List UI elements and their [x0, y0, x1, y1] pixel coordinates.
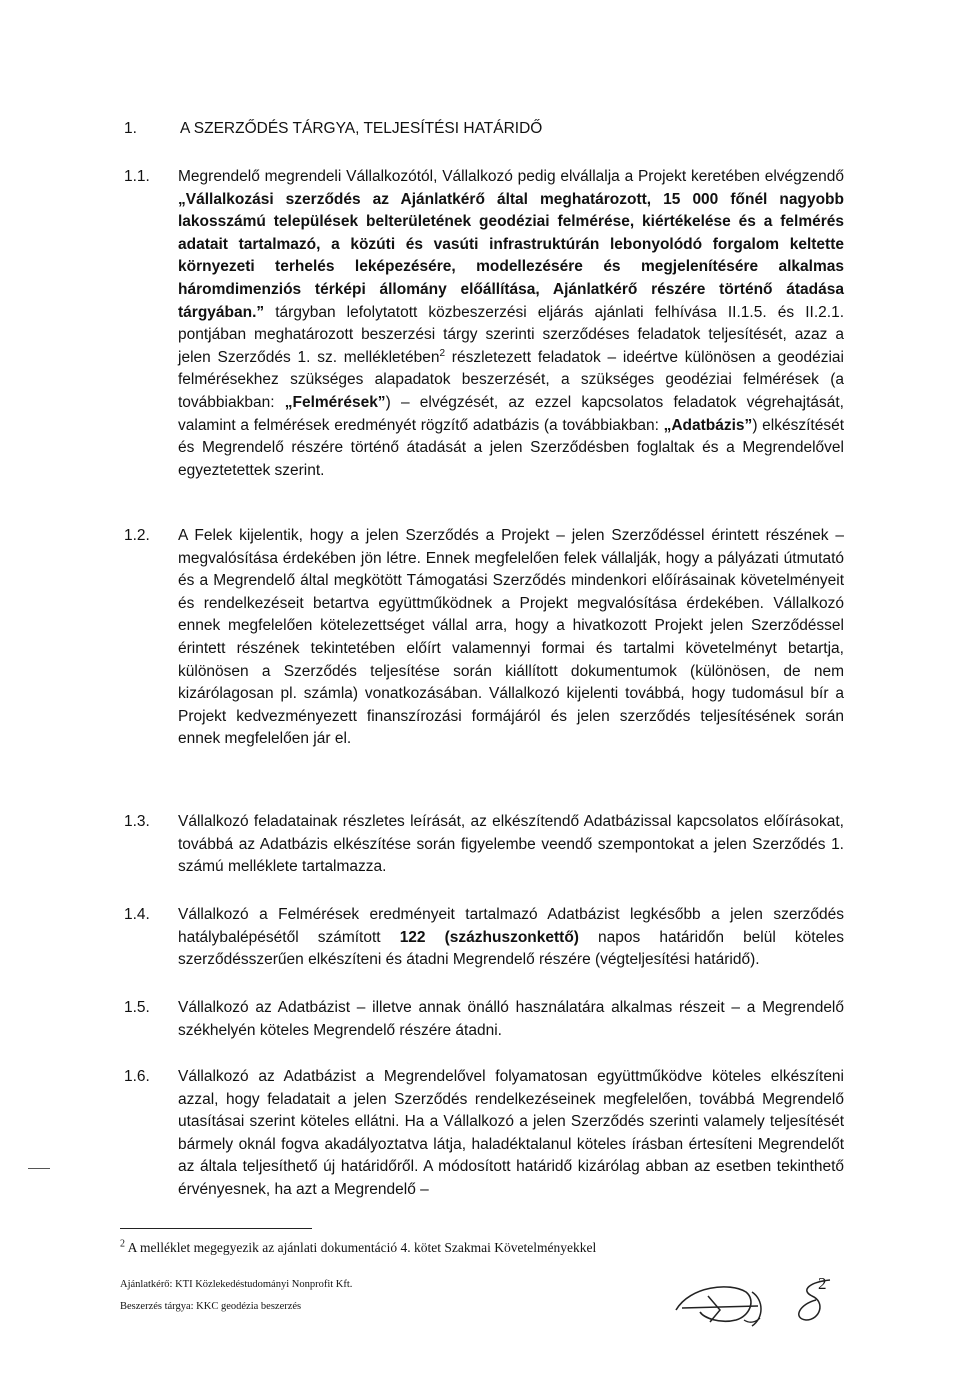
text-run: A Felek kijelentik, hogy a jelen Szerződés a Projekt – jelen Szerződéssel érintett részének – megvalósítása érdekében jön létre. Ennek megfelelően felek vállalják, hogy a pályázati útmutató és a Megrendelő által megkötött Támogatási Szerződés mindenkori előírásainak követelményeit és rendelkezéseit betartva együttműködnek a Projekt megvalósítása érdekében. Vállalkozó ennek megfelelően kötelezettséget vállal arra, hogy a hivatkozott Projekt jelen Szerződéssel érintett részének tekintetében előírt valamennyi formai és tartalmi követelményt betartja, különösen a Szerződés teljesítése során kiállított dokumentumok (különösen, de nem kizárólagosan pl. számla) vonatkozásában. Vállalkozó kijelenti továbbá, hogy tudomásul bír a Projekt kedvezményezett finanszírozási formájáról és jelen szerződés teljesítésének során ennek megfelelően jár el.	[178, 527, 844, 748]
text-run: Vállalkozó feladatainak részletes leírását, az elkészítendő Adatbázissal kapcsolatos előírásokat, továbbá az Adatbázis elkészítése során figyelembe veendő szempontokat a jelen Szerződés 1. számú melléklete tartalmazza.	[178, 813, 844, 876]
clause-1-4	[124, 904, 844, 972]
text-run: részletezett feladatok – ideértve különösen a geodéziai felmérésekhez szükséges alapadatok beszerzését, a szükséges geodéziai felmérések (a továbbiakban:	[178, 348, 844, 411]
clause-text	[178, 811, 844, 879]
clause-number: 1.5.	[124, 999, 150, 1016]
text-run: ) elkészítését és Megrendelő részére történő átadását a jelen Szerződésben foglaltak és a Megrendelővel egyeztetettek szerint.	[178, 416, 845, 479]
text-run: tárgyban lefolytatott közbeszerzési eljárás ajánlati felhívása II.1.5. és II.2.1. pontjában meghatározott beszerzési tárgy szerinti szerződéses feladatok teljesítését, azaz a jelen Szerződés 1. sz. mellékletében	[178, 303, 844, 366]
text-run: ) – elvégzését, az ezzel kapcsolatos feladatok végrehajtását, valamint a felmérések eredményét rögzítő adatbázis (a továbbiakban:	[178, 393, 844, 434]
clause-number: 1.1.	[124, 168, 150, 185]
clause-number: 1.2.	[124, 527, 150, 544]
section-heading	[124, 120, 542, 138]
page-number: 2	[818, 1274, 827, 1293]
margin-mark	[28, 1168, 50, 1169]
footer-procurement-subject: Beszerzés tárgya: KKC geodézia beszerzés	[120, 1301, 302, 1312]
bold-text: 122 (százhuszonkettő)	[399, 928, 579, 946]
text-run: napos határidőn belül köteles szerződésszerűen elkészíteni és átadni Megrendelő részére (végteljesítési határidő).	[178, 928, 844, 969]
heading-number: 1.	[124, 120, 137, 137]
clause-1-5	[124, 997, 844, 1042]
footer-contracting-authority: Ajánlatkérő: KTI Közlekedéstudományi Nonprofit Kft.	[120, 1279, 353, 1290]
clause-1-2	[124, 525, 844, 751]
text-run: Megrendelő megrendeli Vállalkozótól, Vállalkozó pedig elvállalja a Projekt keretében elvégzendő	[178, 168, 844, 185]
clause-text	[178, 1066, 844, 1202]
bold-text: „Felmérések”	[284, 393, 386, 411]
text-run: Vállalkozó a Felmérések eredményeit tartalmazó Adatbázist legkésőbb a jelen szerződés hatálybalépésétől számított	[178, 906, 844, 946]
clause-number: 1.4.	[124, 906, 150, 923]
heading-title: A SZERZŐDÉS TÁRGYA, TELJESÍTÉSI HATÁRIDŐ	[180, 120, 543, 137]
footnote-reference: 2	[439, 347, 446, 359]
clause-number: 1.6.	[124, 1068, 150, 1085]
footnote-divider	[120, 1228, 312, 1229]
footnote	[120, 1240, 596, 1256]
clause-1-3	[124, 811, 844, 879]
clause-text	[178, 166, 844, 482]
clause-1-1	[124, 166, 844, 482]
footnote-marker: 2	[120, 1238, 125, 1250]
clause-text	[178, 525, 844, 751]
bold-text: „Adatbázis”	[663, 416, 753, 434]
bold-text: „Vállalkozási szerződés az Ajánlatkérő által meghatározott, 15 000 főnél nagyobb lakosszámú települések belterületének geodéziai felmérése, kiértékelése és a felmérés adatait tartalmazó, a közúti és vasúti infrastruktúrán lebonyolódó forgalom keltette környezeti terhelés leképezésére, modellezésére és megjelenítésére alkalmas háromdimenziós térképi állomány előállítása, Ajánlatkérő részére történő átadása tárgyában.”	[178, 190, 844, 321]
clause-text	[178, 997, 844, 1042]
clause-text	[178, 904, 844, 972]
text-run: Vállalkozó az Adatbázist a Megrendelővel folyamatosan együttműködve köteles elkészíteni azzal, hogy feladatait a jelen Szerződés rendelkezéseinek megfelelően, továbbá Megrendelő utasításai szerint köteles ellátni. Ha a Vállalkozó a jelen Szerződés szerinti valamely teljesítését bármely oknál fogva akadályoztatva látja, haladéktalanul köteles írásban értesíteni Megrendelőt az általa teljesíthető új határidőről. A módosított határidő kizárólag abban az esetben tekinthető érvényesnek, ha azt a Megrendelő –	[178, 1068, 844, 1198]
footnote-text: A melléklet megegyezik az ajánlati dokumentáció 4. kötet Szakmai Követelményekkel	[127, 1240, 597, 1255]
signature-initials	[660, 1276, 850, 1346]
clause-number: 1.3.	[124, 813, 150, 830]
text-run: Vállalkozó az Adatbázist – illetve annak önálló használatára alkalmas részeit – a Megrendelő székhelyén köteles Megrendelő részére átadni.	[178, 999, 844, 1039]
clause-1-6	[124, 1066, 844, 1202]
